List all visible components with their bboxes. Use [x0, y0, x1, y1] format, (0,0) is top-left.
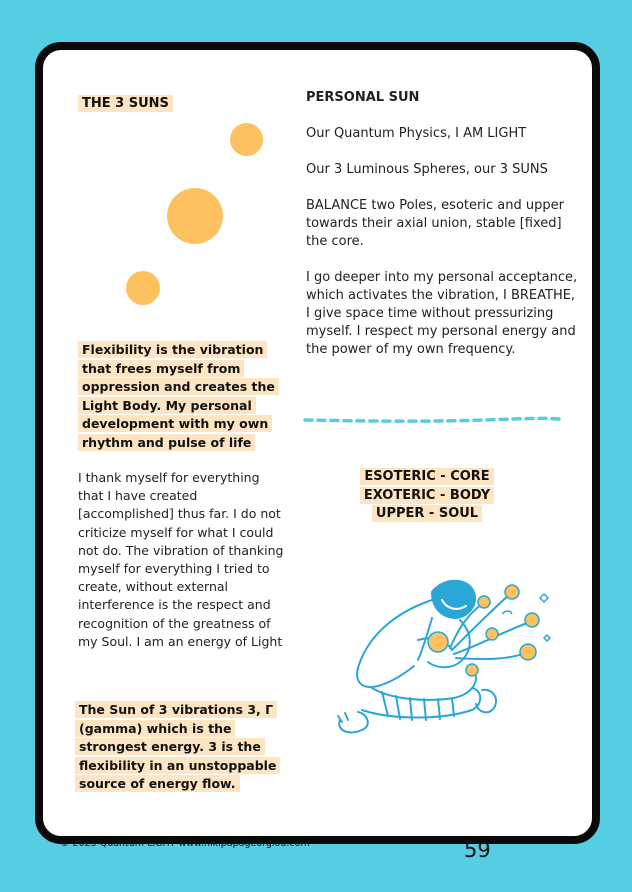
- flexibility-note: Flexibility is the vibration that frees myself from oppression and creates the Light Body. My personal development with my own rhythm and pulse of life: [78, 341, 296, 452]
- person-hugging-flowers-illustration: [332, 570, 552, 745]
- paragraph-luminous-spheres: Our 3 Luminous Spheres, our 3 SUNS: [306, 162, 548, 177]
- personal-sun-heading: PERSONAL SUN: [306, 90, 420, 105]
- paragraph-balance: BALANCE two Poles, esoteric and upper towards their axial union, stable [fixed] the core.: [306, 198, 564, 249]
- paragraph-quantum-physics: Our Quantum Physics, I AM LIGHT: [306, 126, 527, 141]
- gratitude-paragraph: I thank myself for everything that I have created [accomplished] thus far. I do not criticize myself for what I could not do. The vibration of thanking myself for everything I tried to create, without external interference is the respect and recognition of the greatness of my Soul. I am an energy of Light: [78, 470, 284, 649]
- pole-soul: UPPER - SOUL: [372, 505, 482, 522]
- sun-medium-icon: [126, 271, 160, 305]
- dashed-divider: [303, 416, 561, 424]
- paragraph-acceptance: I go deeper into my personal acceptance, which activates the vibration, I BREATHE, I give space time without pressurizing myself. I respect my personal energy and the power of my own frequency.: [306, 270, 578, 357]
- sun-large-icon: [167, 188, 223, 244]
- personal-sun-section: [306, 89, 582, 377]
- poles-list: [352, 468, 502, 524]
- three-suns-title: THE 3 SUNS: [78, 94, 173, 114]
- gamma-note: The Sun of 3 vibrations 3, Γ (gamma) which is the strongest energy. 3 is the flexibility in an unstoppable source of energy flow.: [75, 701, 281, 794]
- page-number: 59: [464, 838, 491, 862]
- pole-core: ESOTERIC - CORE: [360, 468, 493, 485]
- pole-body: EXOTERIC - BODY: [360, 487, 494, 504]
- copyright-footer: © 2025 Quantum LIGHT www.nikipapageorgiou.com: [60, 838, 310, 849]
- sun-small-icon: [230, 123, 263, 156]
